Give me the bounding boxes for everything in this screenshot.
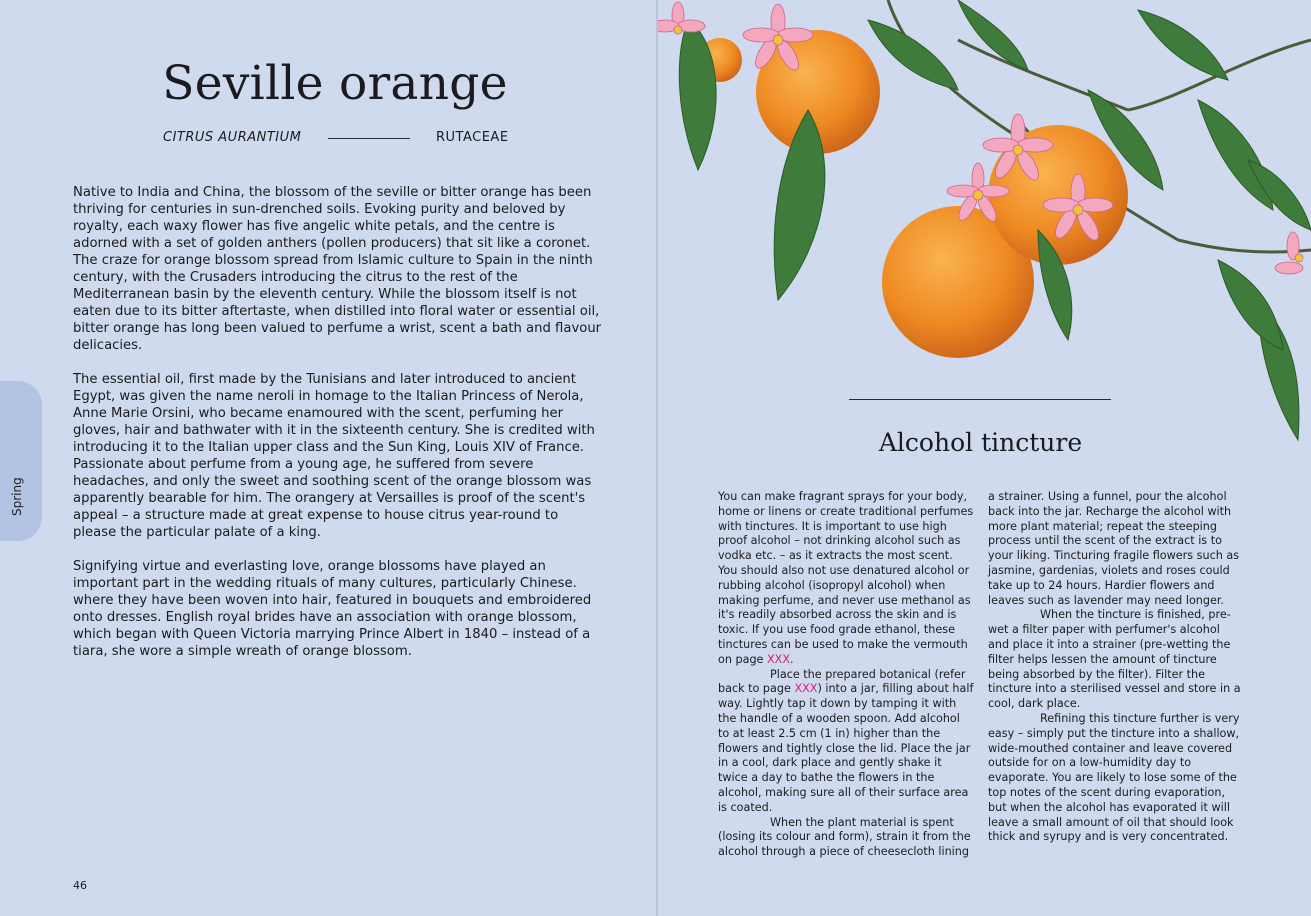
- plant-family: RUTACEAE: [436, 130, 509, 145]
- tincture-paragraph: a strainer. Using a funnel, pour the alcohol back into the jar. Recharge the alcohol with more plant material; repeat the steeping process until the scent of the extract is to your liking. Tincturing fragile flowers such as jasmine, gardenias, violets and roses could take up to 24 hours. Hardier flowers and leaves such as lavender may need longer.: [988, 490, 1240, 607]
- body-paragraph: Native to India and China, the blossom of the seville or bitter orange has been thriving for centuries in sun-drenched soils. Evoking purity and beloved by royalty, each waxy flower has five angelic white petals, and the centre is adorned with a set of golden anthers (pollen producers) that sit like a coronet. The craze for orange blossom spread from Islamic culture to Spain in the ninth century, with the Crusaders introducing the citrus to the rest of the Mediterranean basin by the eleventh century. While the blossom itself is not eaten due to its bitter aftertaste, when distilled into floral water or essential oil, bitter orange has long been valued to perfume a wrist, scent a bath and flavour delicacies.: [73, 185, 602, 353]
- tincture-paragraph: When the plant material is spent (losing its colour and form), strain it from the alcohol through a piece of cheesecloth lining: [718, 815, 971, 859]
- text-column-2: [988, 490, 1244, 845]
- section-tab-label-wrap: [10, 477, 24, 522]
- tincture-paragraph: Place the prepared botanical (refer back to page XXX) into a jar, filling about half way. Lightly tap it down by tamping it with the handle of a wooden spoon. Add alcohol to at least 2.5 cm (1 in) higher than the flowers and tightly close the lid. Place the jar in a cool, dark place and gently shake it twice a day to bathe the flowers in the alcohol, making sure all of their surface area is coated.: [718, 667, 974, 814]
- section-divider: [849, 399, 1111, 400]
- page-title: Seville orange: [162, 56, 508, 111]
- page-number: 46: [73, 879, 87, 892]
- body-paragraph: The essential oil, first made by the Tunisians and later introduced to ancient Egypt, was given the name neroli in homage to the Italian Princess of Nerola, Anne Marie Orsini, who became enamoured with the scent, perfuming her gloves, hair and bathwater with it in the sixteenth century. She is credited with introducing it to the Italian upper class and the Sun King, Louis XIV of France. Passionate about perfume from a young age, he suffered from severe headaches, and only the sweet and soothing scent of the orange blossom was apparently bearable for him. The orangery at Versailles is proof of the scent's appeal – a structure made at great expense to house citrus year-round to please the particular palate of a king.: [73, 372, 595, 540]
- tincture-paragraph: You can make fragrant sprays for your body, home or linens or create traditional perfumes with tinctures. It is important to use high proof alcohol – not drinking alcohol such as vodka etc. – as it extracts the most scent. You should also not use denatured alcohol or rubbing alcohol (isopropyl alcohol) when making perfume, and never use methanol as it's readily absorbed across the skin and is toxic. If you use food grade ethanol, these tinctures can be used to make the vermouth on page XXX.: [718, 490, 974, 666]
- section-tab-label: Spring: [10, 477, 24, 516]
- tincture-paragraph: When the tincture is finished, pre-wet a filter paper with perfumer's alcohol and place it into a strainer (pre-wetting the filter helps lessen the amount of tincture being absorbed by the filter). Filter the tincture into a sterilised vessel and store in a cool, dark place.: [988, 608, 1241, 711]
- text-column-1: [718, 490, 974, 860]
- page-reference-link[interactable]: XXX: [767, 652, 790, 666]
- orange-branch-illustration: [658, 0, 1311, 460]
- tincture-paragraph: Refining this tincture further is very easy – simply put the tincture into a shallow, wide-mouthed container and leave covered outside for on a low-humidity day to evaporate. You are likely to lose some of the top notes of the scent during evaporation, but when the alcohol has evaporated it will leave a small amount of oil that should look thick and syrupy and is very concentrated.: [988, 711, 1240, 844]
- section-title: Alcohol tincture: [878, 428, 1083, 457]
- latin-name: CITRUS AURANTIUM: [163, 130, 302, 145]
- page-reference-link[interactable]: XXX: [794, 682, 818, 696]
- right-page: [658, 0, 1311, 916]
- body-text: [73, 184, 603, 677]
- title-divider: [328, 138, 410, 139]
- body-paragraph: Signifying virtue and everlasting love, orange blossoms have played an important part in the wedding rituals of many cultures, particularly Chinese. where they have been woven into hair, featured in bouquets and embroidered onto dresses. English royal brides have an association with orange blossom, which began with Queen Victoria marrying Prince Albert in 1840 – instead of a tiara, she wore a simple wreath of orange blossom.: [73, 559, 592, 659]
